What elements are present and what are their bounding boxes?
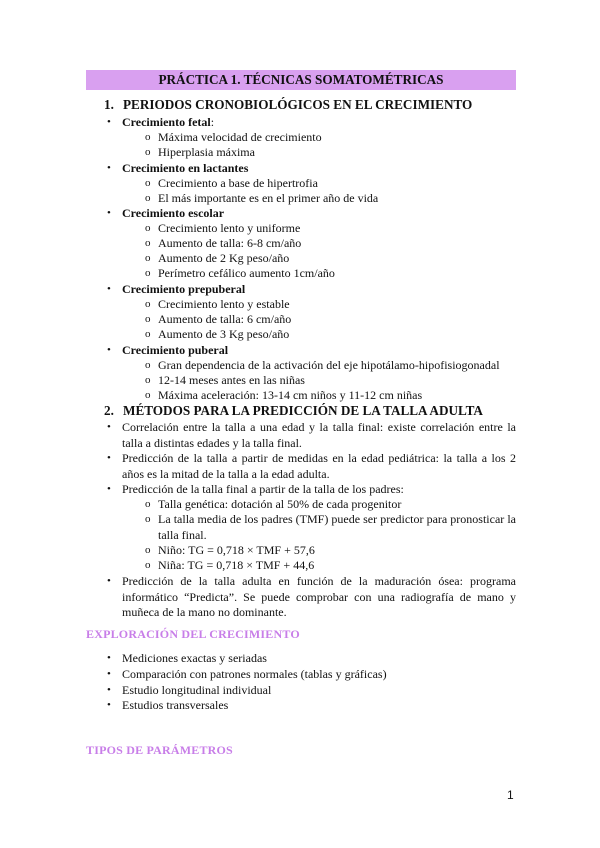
formula-nina: Niña: TG = 0,718 × TMF + 44,6: [158, 558, 315, 572]
sub-bullet: o: [145, 146, 151, 158]
sub-bullet: o: [145, 328, 151, 340]
sub-bullet: o: [145, 359, 151, 371]
bullet: •: [107, 283, 111, 295]
sub-bullet: o: [145, 559, 151, 571]
list-item: Hiperplasia máxima: [158, 145, 255, 159]
sub-bullet: o: [145, 374, 151, 386]
list-item: Gran dependencia de la activación del eje hipotálamo-hipofisiogonadal: [158, 358, 500, 372]
list-item: 12-14 meses antes en las niñas: [158, 373, 305, 387]
bullet: •: [107, 421, 111, 433]
group-label-suffix: :: [210, 115, 215, 129]
list-item: El más importante es en el primer año de vida: [158, 191, 379, 205]
tipos-heading: TIPOS DE PARÁMETROS: [86, 743, 233, 757]
list-item: Crecimiento lento y estable: [158, 297, 290, 311]
bullet: •: [107, 207, 111, 219]
list-item: Máxima aceleración: 13-14 cm niños y 11-12 cm niñas: [158, 388, 423, 402]
sub-bullet: o: [145, 313, 151, 325]
bullet: •: [107, 344, 111, 356]
bullet: •: [107, 684, 111, 696]
sub-bullet: o: [145, 222, 151, 234]
list-item: Aumento de 2 Kg peso/año: [158, 251, 290, 265]
list-item: Aumento de 3 Kg peso/año: [158, 327, 290, 341]
list-item: Talla genética: dotación al 50% de cada progenitor: [158, 497, 402, 511]
sub-bullet: o: [145, 267, 151, 279]
section-2-title: MÉTODOS PARA LA PREDICCIÓN DE LA TALLA ADULTA: [123, 403, 483, 418]
group-prepuberal-label: Crecimiento prepuberal: [122, 282, 246, 296]
sub-bullet: o: [145, 131, 151, 143]
page-number: 1: [507, 788, 514, 802]
group-puberal-label: Crecimiento puberal: [122, 343, 229, 357]
paragraph-item: Predicción de la talla adulta en función de la maduración ósea: programa informático “Predicta”. Se puede comprobar con una radiografía de mano y muñeca de la mano no dominante.: [122, 574, 516, 619]
bullet: •: [107, 162, 111, 174]
sub-bullet: o: [145, 513, 151, 525]
bullet: •: [107, 452, 111, 464]
list-item: Estudio longitudinal individual: [122, 683, 272, 697]
bullet: •: [107, 116, 111, 128]
list-item: Estudios transversales: [122, 698, 229, 712]
formula-nino: Niño: TG = 0,718 × TMF + 57,6: [158, 543, 315, 557]
bullet: •: [107, 575, 111, 587]
sub-bullet: o: [145, 298, 151, 310]
section-1-title: PERIODOS CRONOBIOLÓGICOS EN EL CRECIMIENTO: [123, 97, 473, 112]
document-title: PRÁCTICA 1. TÉCNICAS SOMATOMÉTRICAS: [86, 70, 516, 90]
sub-bullet: o: [145, 237, 151, 249]
sub-bullet: o: [145, 252, 151, 264]
group-escolar-label: Crecimiento escolar: [122, 206, 225, 220]
exploracion-heading: EXPLORACIÓN DEL CRECIMIENTO: [86, 627, 300, 641]
sub-bullet: o: [145, 544, 151, 556]
section-2-number: 2.: [104, 403, 114, 418]
bullet: •: [107, 699, 111, 711]
paragraph-item: Predicción de la talla final a partir de la talla de los padres:: [122, 482, 404, 496]
bullet: •: [107, 668, 111, 680]
list-item: Comparación con patrones normales (tablas y gráficas): [122, 667, 387, 681]
list-item: Máxima velocidad de crecimiento: [158, 130, 322, 144]
sub-bullet: o: [145, 389, 151, 401]
list-item: Crecimiento lento y uniforme: [158, 221, 301, 235]
list-item: Aumento de talla: 6-8 cm/año: [158, 236, 302, 250]
sub-bullet: o: [145, 177, 151, 189]
section-1-number: 1.: [104, 97, 114, 112]
list-item: Crecimiento a base de hipertrofia: [158, 176, 318, 190]
sub-bullet: o: [145, 192, 151, 204]
sub-bullet: o: [145, 498, 151, 510]
list-item: Perímetro cefálico aumento 1cm/año: [158, 266, 335, 280]
list-item: Mediciones exactas y seriadas: [122, 651, 267, 665]
list-item: La talla media de los padres (TMF) puede ser predictor para pronosticar la talla final.: [158, 512, 516, 542]
bullet: •: [107, 652, 111, 664]
paragraph-item: Predicción de la talla a partir de medidas en la edad pediátrica: la talla a los 2 años es la mitad de la talla a la edad adulta.: [122, 451, 516, 481]
list-item: Aumento de talla: 6 cm/año: [158, 312, 292, 326]
group-fetal-label: [122, 115, 214, 130]
bullet: •: [107, 483, 111, 495]
group-lactantes-label: Crecimiento en lactantes: [122, 161, 249, 175]
group-label-text: Crecimiento fetal: [122, 115, 211, 129]
paragraph-item: Correlación entre la talla a una edad y la talla final: existe correlación entre la talla a distintas edades y la talla final.: [122, 420, 516, 450]
